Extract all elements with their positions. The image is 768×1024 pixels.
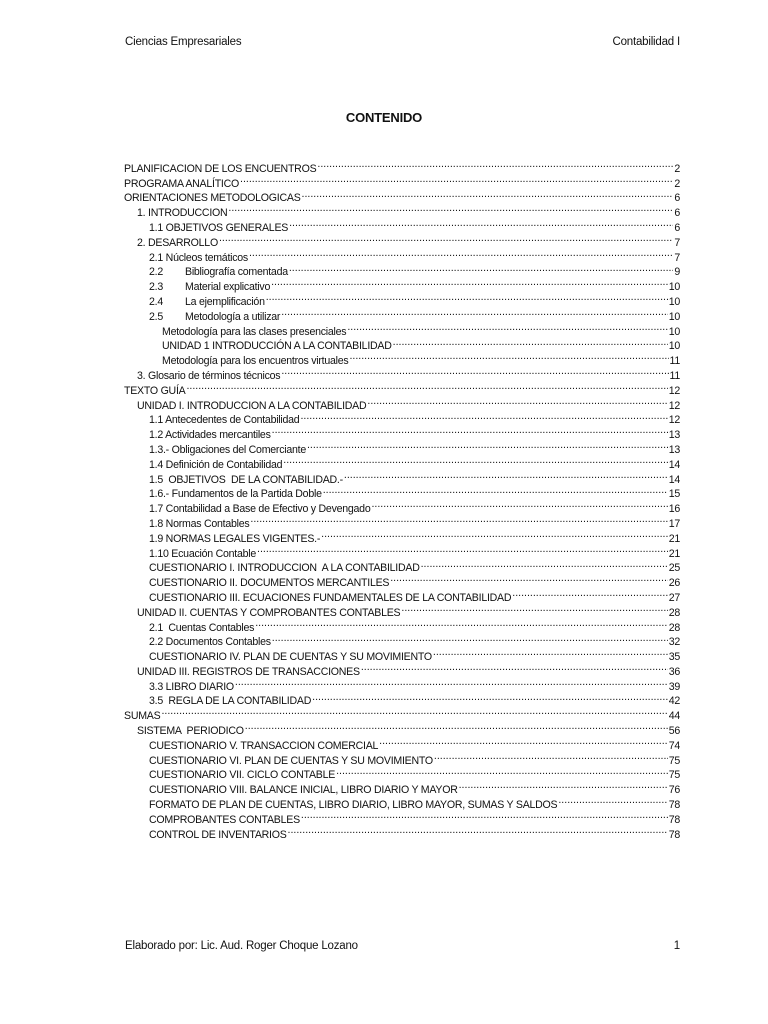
toc-entry-text: FORMATO DE PLAN DE CUENTAS, LIBRO DIARIO, LIBRO MAYOR, SUMAS Y SALDOS — [149, 799, 558, 812]
toc-dot-leader — [266, 290, 668, 305]
toc-entry-text: 1.6.- Fundamentos de la Partida Doble — [149, 488, 322, 501]
toc-entry-text: SUMAS — [124, 710, 161, 723]
toc-dot-leader — [401, 601, 667, 616]
toc-dot-leader — [250, 512, 667, 527]
toc-dot-leader — [272, 631, 668, 646]
toc-dot-leader — [249, 246, 673, 261]
toc-dot-leader — [323, 483, 668, 498]
toc-entry-text: CUESTIONARIO I. INTRODUCCION A LA CONTABILIDAD — [149, 562, 420, 575]
toc-entry-text: 1.5 OBJETIVOS DE LA CONTABILIDAD.- — [149, 473, 343, 486]
toc-entry-text: UNIDAD II. CUENTAS Y COMPROBANTES CONTABLES — [137, 606, 401, 619]
toc-dot-leader — [257, 542, 668, 557]
toc-entry-text: La ejemplificación — [185, 295, 265, 308]
toc-entry-text: 1.10 Ecuación Contable — [149, 547, 256, 560]
toc-entry-page: 13 — [668, 443, 680, 456]
toc-entry-label — [149, 828, 287, 843]
toc-entry-text: SISTEMA PERIODICO — [137, 725, 244, 738]
toc-entry-page: 78 — [668, 813, 680, 826]
toc-entry-text: Bibliografía comentada — [185, 266, 288, 279]
toc-entry-page: 36 — [668, 665, 680, 678]
toc-entry-page: 27 — [668, 591, 680, 604]
toc-entry-page: 78 — [668, 799, 680, 812]
toc-entry-label — [149, 813, 300, 828]
toc-dot-leader — [302, 187, 674, 202]
toc-entry-text: PLANIFICACION DE LOS ENCUENTROS — [124, 162, 317, 175]
toc-entry-page: 7 — [674, 251, 680, 264]
toc-entry-text: 3.3 LIBRO DIARIO — [149, 680, 234, 693]
toc-entry-label — [137, 724, 244, 739]
toc-entry-page: 12 — [668, 384, 680, 397]
toc-entry-label — [149, 473, 343, 488]
table-of-contents — [124, 157, 680, 841]
toc-entry-label — [149, 576, 389, 591]
toc-entry-text: 1.3.- Obligaciones del Comerciante — [149, 443, 306, 456]
toc-entry-page: 35 — [668, 651, 680, 664]
toc-entry-text: Metodología para los encuentros virtuales — [162, 355, 349, 368]
toc-dot-leader — [367, 394, 667, 409]
toc-entry-text: CONTROL DE INVENTARIOS — [149, 828, 287, 841]
footer-author-text: Elaborado por: Lic. Aud. Roger Choque Lozano — [125, 940, 358, 952]
toc-dot-leader — [255, 616, 667, 631]
toc-dot-leader — [344, 468, 668, 483]
toc-dot-leader — [235, 675, 668, 690]
toc-dot-leader — [240, 172, 673, 187]
toc-entry-text: CUESTIONARIO II. DOCUMENTOS MERCANTILES — [149, 577, 390, 590]
toc-entry[interactable] — [124, 704, 680, 723]
toc-entry-page: 12 — [668, 399, 680, 412]
toc-dot-leader — [300, 409, 667, 424]
toc-dot-leader — [336, 764, 668, 779]
toc-entry-page: 14 — [668, 458, 680, 471]
toc-entry-page: 10 — [668, 340, 680, 353]
toc-entry-label — [149, 547, 256, 562]
toc-entry-number: 2.3 — [149, 281, 163, 294]
toc-entry-page: 76 — [668, 784, 680, 797]
toc-entry-text: ORIENTACIONES METODOLOGICAS — [124, 192, 301, 205]
toc-entry-text: 2.2 Documentos Contables — [149, 636, 271, 649]
toc-entry-page: 75 — [668, 769, 680, 782]
toc-entry-text: UNIDAD III. REGISTROS DE TRANSACCIONES — [137, 665, 360, 678]
toc-entry-page: 21 — [668, 532, 680, 545]
toc-entry-text: 1.1 Antecedentes de Contabilidad — [149, 414, 300, 427]
page-footer — [125, 940, 680, 956]
toc-entry-label — [149, 458, 282, 473]
toc-entry-text: 2.1 Cuentas Contables — [149, 621, 255, 634]
toc-entry-label — [149, 561, 420, 576]
toc-dot-leader — [283, 453, 667, 468]
toc-entry-page: 42 — [668, 695, 680, 708]
toc-entry-label — [137, 206, 227, 221]
toc-entry-page: 75 — [668, 754, 680, 767]
toc-dot-leader — [390, 571, 667, 586]
toc-dot-leader — [272, 423, 668, 438]
toc-dot-leader — [312, 690, 668, 705]
toc-entry-page: 2 — [674, 177, 680, 190]
toc-entry-text: CUESTIONARIO V. TRANSACCION COMERCIAL — [149, 739, 379, 752]
toc-entry[interactable] — [124, 157, 680, 175]
toc-entry-page: 2 — [674, 162, 680, 175]
toc-entry-label — [137, 236, 218, 251]
toc-dot-leader — [186, 379, 667, 394]
toc-dot-leader — [301, 808, 668, 823]
toc-entry-text: 3. Glosario de términos técnicos — [137, 369, 281, 382]
toc-entry[interactable] — [124, 394, 680, 412]
toc-entry-page: 32 — [668, 636, 680, 649]
toc-entry-label — [124, 384, 185, 399]
toc-entry-page: 21 — [668, 547, 680, 560]
toc-entry-page: 10 — [668, 310, 680, 323]
toc-entry-page: 56 — [668, 725, 680, 738]
toc-entry-text: CUESTIONARIO VI. PLAN DE CUENTAS Y SU MOVIMIENTO — [149, 754, 433, 767]
toc-entry-number: 2.2 — [149, 266, 163, 279]
header-right-text: Contabilidad I — [612, 36, 680, 48]
toc-entry-text: Metodología para las clases presenciales — [162, 325, 347, 338]
toc-dot-leader — [317, 157, 673, 172]
toc-entry-label — [149, 635, 271, 650]
toc-dot-leader — [219, 231, 673, 246]
toc-dot-leader — [271, 275, 668, 290]
toc-entry-label — [149, 739, 378, 754]
toc-entry-page: 9 — [674, 266, 680, 279]
toc-entry-number: 2.5 — [149, 310, 163, 323]
toc-entry-page: 17 — [668, 517, 680, 530]
toc-entry-text: COMPROBANTES CONTABLES — [149, 813, 300, 826]
toc-dot-leader — [433, 645, 668, 660]
toc-entry-label — [124, 177, 239, 192]
toc-entry-page: 28 — [668, 606, 680, 619]
toc-entry-page: 6 — [674, 221, 680, 234]
toc-entry-label — [149, 768, 335, 783]
toc-entry-label — [124, 709, 160, 724]
toc-entry-page: 11 — [669, 355, 680, 368]
toc-entry-number: 2.4 — [149, 295, 163, 308]
toc-entry-page: 10 — [668, 295, 680, 308]
header-left-text: Ciencias Empresariales — [125, 36, 242, 48]
toc-dot-leader — [512, 586, 667, 601]
toc-entry-text: Material explicativo — [185, 281, 271, 294]
toc-entry-page: 13 — [668, 429, 680, 442]
toc-dot-leader — [371, 497, 667, 512]
toc-entry-label — [149, 310, 280, 325]
toc-entry-label — [149, 783, 458, 798]
toc-entry-text: UNIDAD I. INTRODUCCION A LA CONTABILIDAD — [137, 399, 367, 412]
toc-entry-text: 2. DESARROLLO — [137, 236, 218, 249]
toc-entry-page: 15 — [668, 488, 680, 501]
toc-entry-page: 6 — [674, 207, 680, 220]
toc-entry-page: 26 — [668, 577, 680, 590]
toc-entry-page: 10 — [668, 325, 680, 338]
toc-entry-text: UNIDAD 1 INTRODUCCIÓN A LA CONTABILIDAD — [162, 340, 392, 353]
toc-dot-leader — [421, 557, 668, 572]
toc-entry-text: 1.9 NORMAS LEGALES VIGENTES.- — [149, 532, 321, 545]
toc-entry-text: 1.7 Contabilidad a Base de Efectivo y Devengado — [149, 503, 371, 516]
toc-entry-text: Metodología a utilizar — [185, 310, 281, 323]
toc-dot-leader — [459, 778, 668, 793]
toc-entry-text: TEXTO GUÍA — [124, 384, 186, 397]
toc-dot-leader — [558, 793, 667, 808]
toc-dot-leader — [289, 261, 673, 276]
toc-dot-leader — [361, 660, 668, 675]
toc-entry-page: 7 — [674, 236, 680, 249]
toc-entry-text: CUESTIONARIO IV. PLAN DE CUENTAS Y SU MOVIMIENTO — [149, 651, 432, 664]
toc-dot-leader — [281, 305, 668, 320]
toc-entry-label — [149, 251, 248, 266]
toc-entry-text: 1. INTRODUCCION — [137, 207, 228, 220]
toc-entry-label — [149, 517, 249, 532]
toc-dot-leader — [228, 201, 673, 216]
toc-dot-leader — [281, 364, 668, 379]
toc-entry-label — [149, 265, 288, 280]
toc-entry-page: 10 — [668, 281, 680, 294]
toc-entry-label — [149, 487, 322, 502]
toc-dot-leader — [245, 719, 668, 734]
toc-dot-leader — [434, 749, 668, 764]
toc-entry-page: 12 — [668, 414, 680, 427]
toc-entry-text: CUESTIONARIO VII. CICLO CONTABLE — [149, 769, 336, 782]
toc-entry-label — [162, 325, 346, 340]
toc-entry-page: 74 — [668, 739, 680, 752]
toc-entry-text: 1.4 Definición de Contabilidad — [149, 458, 283, 471]
toc-dot-leader — [289, 216, 673, 231]
toc-entry-page: 39 — [668, 680, 680, 693]
toc-entry-label — [149, 428, 271, 443]
toc-entry[interactable] — [124, 379, 680, 397]
toc-entry-label — [149, 680, 234, 695]
toc-entry-page: 44 — [668, 710, 680, 723]
toc-entry-text: 3.5 REGLA DE LA CONTABILIDAD — [149, 695, 312, 708]
toc-entry-label — [149, 295, 265, 310]
toc-entry-label — [149, 621, 254, 636]
toc-dot-leader — [393, 335, 668, 350]
toc-dot-leader — [347, 320, 667, 335]
toc-entry[interactable] — [124, 719, 680, 738]
toc-entry-text: 1.8 Normas Contables — [149, 517, 250, 530]
toc-entry-page: 14 — [668, 473, 680, 486]
toc-entry-page: 6 — [674, 192, 680, 205]
page-title: CONTENIDO — [345, 110, 423, 125]
toc-entry-page: 16 — [668, 503, 680, 516]
toc-dot-leader — [307, 438, 668, 453]
toc-entry-text: 2.1 Núcleos temáticos — [149, 251, 248, 264]
toc-dot-leader — [349, 349, 668, 364]
toc-entry-page: 78 — [668, 828, 680, 841]
page-number: 1 — [673, 940, 680, 952]
toc-entry-text: CUESTIONARIO III. ECUACIONES FUNDAMENTALES DE LA CONTABILIDAD — [149, 591, 512, 604]
toc-dot-leader — [379, 734, 668, 749]
toc-entry-text: CUESTIONARIO VIII. BALANCE INICIAL, LIBRO DIARIO Y MAYOR — [149, 784, 458, 797]
toc-entry-label — [149, 280, 270, 295]
toc-dot-leader — [161, 704, 667, 719]
toc-entry-page: 11 — [669, 369, 680, 382]
toc-entry-page: 28 — [668, 621, 680, 634]
toc-entry-text: 1.2 Actividades mercantiles — [149, 429, 271, 442]
toc-entry-text: 1.1 OBJETIVOS GENERALES — [149, 221, 289, 234]
toc-dot-leader — [321, 527, 668, 542]
toc-dot-leader — [288, 823, 668, 838]
page-header — [125, 36, 680, 52]
toc-entry-page: 25 — [668, 562, 680, 575]
toc-entry-text: PROGRAMA ANALÍTICO — [124, 177, 239, 190]
